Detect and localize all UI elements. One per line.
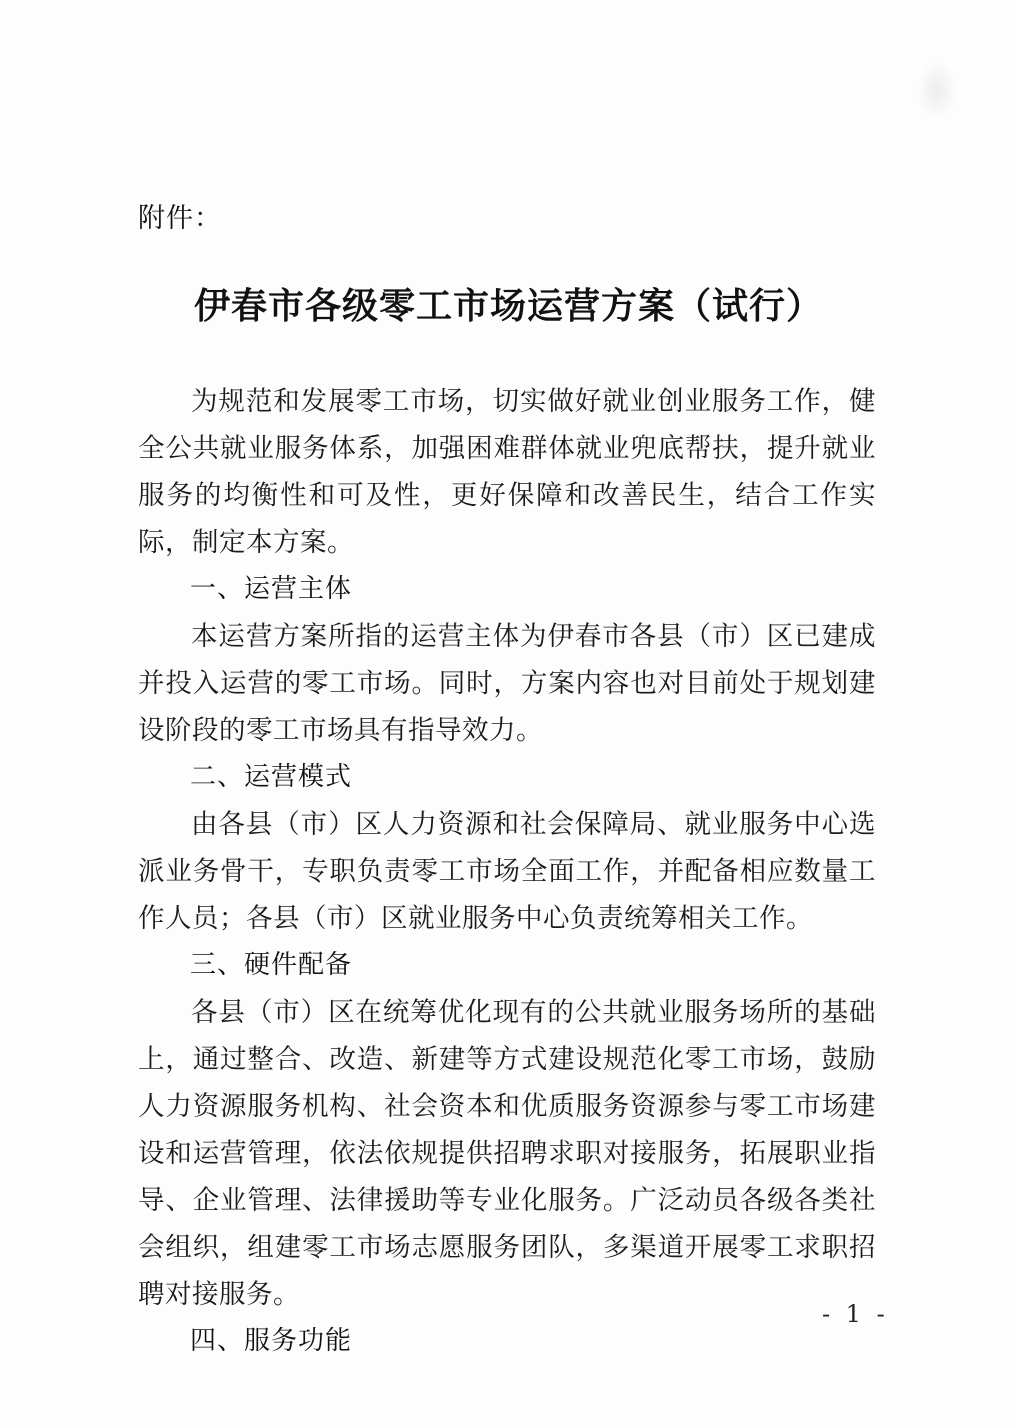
section-heading-operating-mode: 二、运营模式 [190,762,353,792]
section-text-operating-entity: 本运营方案所指的运营主体为伊春市各县（市）区已建成并投入运营的零工市场。同时，方案内容也对目前处于规划建设阶段的零工市场具有指导效力。 [138,621,876,746]
section-text-operating-mode: 由各县（市）区人力资源和社会保障局、就业服务中心选派业务骨干，专职负责零工市场全面工作，并配备相应数量工作人员；各县（市）区就业服务中心负责统筹相关工作。 [138,809,876,934]
page-number: - 1 - [822,1300,889,1328]
document-title: 伊春市各级零工市场运营方案（试行） [193,285,823,327]
section-heading-hardware: 三、硬件配备 [190,950,353,980]
section-heading-service-functions: 四、服务功能 [190,1326,353,1356]
section-text-hardware: 各县（市）区在统筹优化现有的公共就业服务场所的基础上，通过整合、改造、新建等方式建设规范化零工市场，鼓励人力资源服务机构、社会资本和优质服务资源参与零工市场建设和运营管理，依法依规提供招聘求职对接服务，拓展职业指导、企业管理、法律援助等专业化服务。广泛动员各级各类社会组织，组建零工市场志愿服务团队，多渠道开展零工求职招聘对接服务。 [138,997,876,1310]
intro-paragraph: 为规范和发展零工市场，切实做好就业创业服务工作，健全公共就业服务体系，加强困难群体就业兜底帮扶，提升就业服务的均衡性和可及性，更好保障和改善民生，结合工作实际，制定本方案。 [138,386,876,558]
annex-label: 附件： [138,203,222,234]
section-heading-operating-entity: 一、运营主体 [190,574,353,604]
document-body [138,378,876,1365]
scan-smudge [917,60,957,120]
